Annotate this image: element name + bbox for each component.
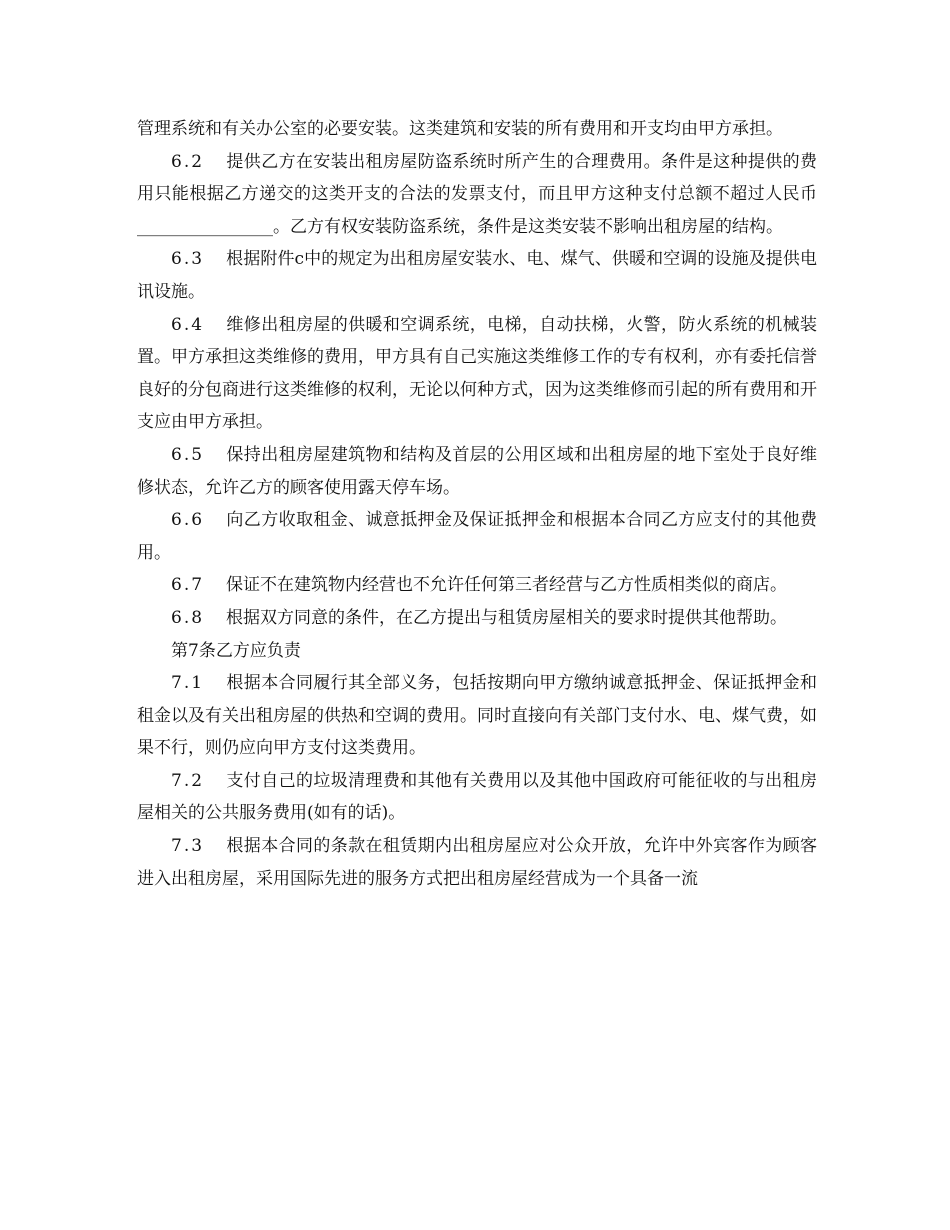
clause-text: 保证不在建筑物内经营也不允许任何第三者经营与乙方性质相类似的商店。 [226, 575, 788, 596]
clause-7-1 [137, 667, 817, 765]
clause-7-2 [137, 765, 817, 830]
clause-text: 根据本合同履行其全部义务，包括按期向甲方缴纳诚意抵押金、保证抵押金和租金以及有关出租房屋的供热和空调的费用。同时直接向有关部门支付水、电、煤气费，如果不行，则仍应向甲方支付这类费用。 [137, 673, 817, 759]
clause-number: 7.2 [171, 770, 205, 791]
clause-text: 维修出租房屋的供暖和空调系统，电梯，自动扶梯，火警，防火系统的机械装置。甲方承担这类维修的费用，甲方具有自己实施这类维修工作的专有权利，亦有委托信誉良好的分包商进行这类维修的权利，无论以何种方式，因为这类维修而引起的所有费用和开支应由甲方承担。 [137, 314, 817, 433]
clause-number: 6.5 [171, 444, 205, 465]
clause-6-3 [137, 243, 817, 308]
document-body [137, 113, 817, 895]
clause-6-5 [137, 439, 817, 504]
clause-number: 7.3 [171, 836, 205, 857]
clause-text: 向乙方收取租金、诚意抵押金及保证抵押金和根据本合同乙方应支付的其他费用。 [137, 510, 817, 563]
article-heading-text: 第7条乙方应负责 [171, 640, 301, 661]
clause-number: 6.6 [171, 510, 205, 531]
clause-6-6 [137, 504, 817, 569]
clause-text: 根据附件c中的规定为出租房屋安装水、电、煤气、供暖和空调的设施及提供电讯设施。 [137, 249, 817, 302]
clause-text: 提供乙方在安装出租房屋防盗系统时所产生的合理费用。条件是这种提供的费用只能根据乙方递交的这类开支的合法的发票支付，而且甲方这种支付总额不超过人民币________________。乙方有权安装防盗系统，条件是这类安装不影响出租房屋的结构。 [137, 151, 817, 237]
clause-number: 6.3 [171, 249, 205, 270]
clause-text: 根据双方同意的条件，在乙方提出与租赁房屋相关的要求时提供其他帮助。 [226, 607, 788, 628]
article-7-heading [137, 635, 817, 668]
clause-number: 7.1 [171, 673, 205, 694]
clause-number: 6.8 [171, 607, 205, 628]
clause-6-7 [137, 569, 817, 602]
clause-6-2 [137, 146, 817, 244]
clause-6-4 [137, 309, 817, 439]
clause-number: 6.7 [171, 575, 205, 596]
clause-text: 支付自己的垃圾清理费和其他有关费用以及其他中国政府可能征收的与出租房屋相关的公共服务费用(如有的话)。 [137, 770, 817, 824]
clause-number: 6.4 [171, 314, 205, 335]
paragraph-text: 管理系统和有关办公室的必要安装。这类建筑和安装的所有费用和开支均由甲方承担。 [137, 119, 783, 139]
clause-7-3 [137, 830, 817, 895]
clause-text: 根据本合同的条款在租赁期内出租房屋应对公众开放，允许中外宾客作为顾客进入出租房屋，采用国际先进的服务方式把出租房屋经营成为一个具备一流 [137, 836, 817, 889]
clause-text: 保持出租房屋建筑物和结构及首层的公用区域和出租房屋的地下室处于良好维修状态，允许乙方的顾客使用露天停车场。 [137, 444, 817, 498]
paragraph-continuation [137, 113, 817, 146]
clause-number: 6.2 [171, 151, 205, 172]
clause-6-8 [137, 602, 817, 635]
